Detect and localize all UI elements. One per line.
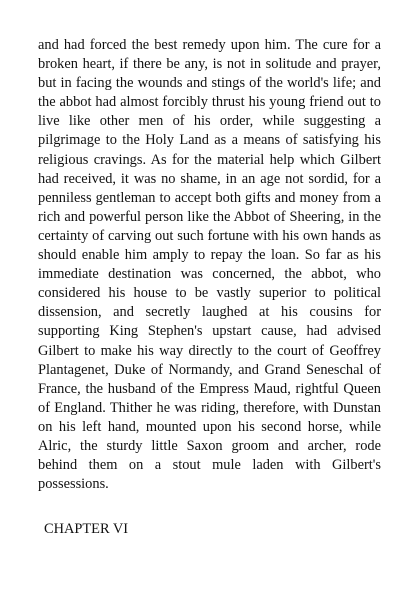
body-paragraph: and had forced the best remedy upon him. The cure for a broken heart, if there be any, is not in solitude and prayer, but in facing the wounds and stings of the world's life; and the abbot had almost forcibly thrust his young friend out to live like other men of his order, while suggesting a pilgrimage to the Holy Land as a means of satisfying his religious cravings. As for the material help which Gilbert had received, it was no shame, in an age not sordid, for a penniless gentleman to accept both gifts and money from a rich and powerful person like the Abbot of Sheering, in the certainty of carving out such fortune with his own hands as should enable him amply to repay the loan. So far as his immediate destination was concerned, the abbot, who considered his house to be vastly superior to political dissension, and secretly laughed at his cousins for supporting King Stephen's upstart cause, had advised Gilbert to make his way directly to the court of Geoffrey Plantagenet, Duke of Normandy, and Grand Seneschal of France, the husband of the Empress Maud, rightful Queen of England. Thither he was riding, therefore, with Dunstan on his left hand, mounted upon his second horse, while Alric, the sturdy little Saxon groom and archer, rode behind them on a stout mule laden with Gilbert's possessions. (38, 37, 381, 493)
chapter-heading: CHAPTER VI (44, 521, 129, 537)
